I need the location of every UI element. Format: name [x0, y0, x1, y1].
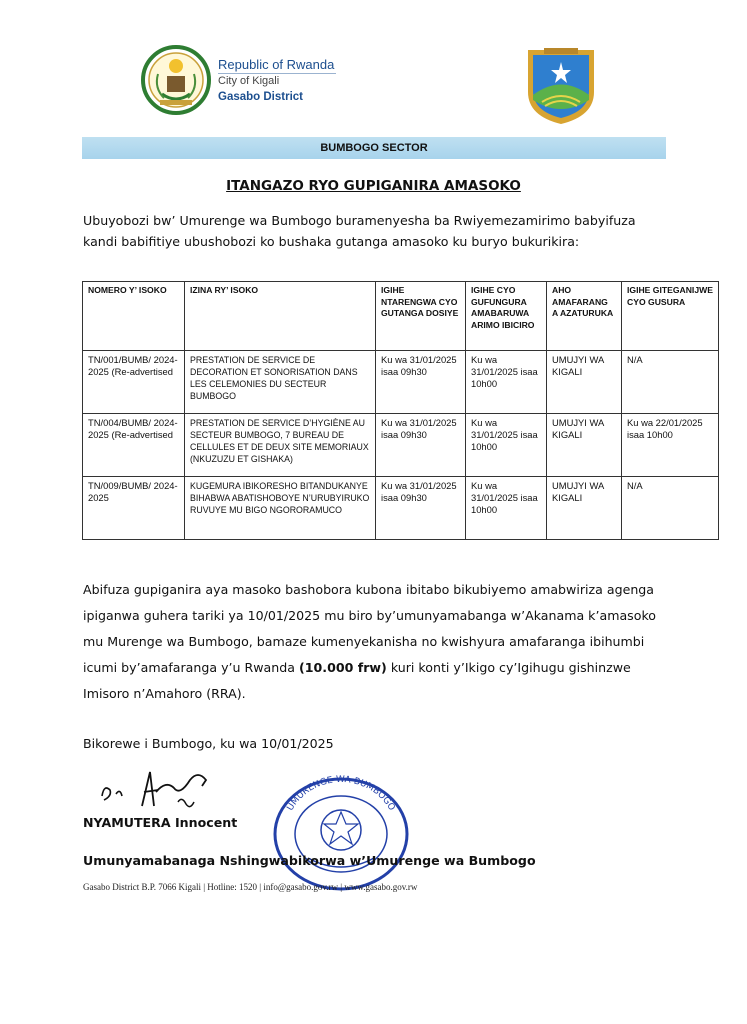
- tender-number: TN/009/BUMB/ 2024-2025: [83, 477, 185, 540]
- handwritten-signature: [94, 766, 224, 818]
- table-row: [83, 351, 719, 414]
- column-header: IGIHE CYO GUFUNGURA AMABARUWA ARIMO IBICIRO: [466, 282, 547, 351]
- tender-number: TN/004/BUMB/ 2024-2025 (Re-advertised: [83, 414, 185, 477]
- table-row: [83, 477, 719, 540]
- stamp-text: UMURENGE WA BUMBOGO: [285, 774, 397, 813]
- funding-source: UMUJYI WA KIGALI: [547, 477, 622, 540]
- intro-paragraph: Ubuyobozi bw’ Umurenge wa Bumbogo buramenyesha ba Rwiyemezamirimo babyifuza kandi babifitiye ubushobozi ko bushaka gutanga amasoko ku buryo bukurikira:: [83, 213, 636, 249]
- tender-name: PRESTATION DE SERVICE D’HYGIÈNE AU SECTEUR BUMBOGO, 7 BUREAU DE CELLULES ET DE DEUX SITE MEMORIAUX (NKUZUZU ET GISHAKA): [185, 414, 376, 477]
- fee-amount: (10.000 frw): [299, 660, 387, 675]
- district-name: Gasabo District: [218, 91, 303, 103]
- site-visit-time: N/A: [622, 351, 719, 414]
- tenders-table: [82, 281, 719, 540]
- sector-band: BUMBOGO SECTOR: [82, 137, 666, 159]
- rwanda-coat-of-arms-icon: [140, 44, 212, 116]
- column-header: IGIHE NTARENGWA CYO GUTANGA DOSIYE: [376, 282, 466, 351]
- column-header: IZINA RY’ ISOKO: [185, 282, 376, 351]
- column-header: NOMERO Y’ ISOKO: [83, 282, 185, 351]
- header-divider: [218, 73, 336, 74]
- tender-number: TN/001/BUMB/ 2024-2025 (Re-advertised: [83, 351, 185, 414]
- submission-deadline: Ku wa 31/01/2025 isaa 09h30: [376, 351, 466, 414]
- instructions-text: Abifuza gupiganira aya masoko bashobora kubona ibitabo bikubiyemo amabwiriza agenga ipiganwa guhera tariki ya 10/01/2025 mu biro by’umunyamabanga w’Akanama k’amasoko mu Murenge wa Bumbogo, bamaze kumenyekanisha no kwishyura amafaranga ibihumbi icumi by’amafaranga y’u Rwanda: [83, 582, 656, 675]
- table-header-row: [83, 282, 719, 351]
- instructions-paragraph: [83, 577, 663, 707]
- opening-time: Ku wa 31/01/2025 isaa 10h00: [466, 351, 547, 414]
- opening-time: Ku wa 31/01/2025 isaa 10h00: [466, 414, 547, 477]
- signer-role: Umunyamabanaga Nshingwabikorwa w’Umurenge wa Bumbogo: [83, 853, 536, 868]
- submission-deadline: Ku wa 31/01/2025 isaa 09h30: [376, 477, 466, 540]
- opening-time: Ku wa 31/01/2025 isaa 10h00: [466, 477, 547, 540]
- document-title: ITANGAZO RYO GUPIGANIRA AMASOKO: [226, 178, 521, 194]
- column-header: AHO AMAFARANG A AZATURUKA: [547, 282, 622, 351]
- funding-source: UMUJYI WA KIGALI: [547, 351, 622, 414]
- instructions-text-end: kuri konti y’Ikigo cy’Igihugu gishinzwe Imisoro n’Amahoro (RRA).: [83, 660, 631, 701]
- official-stamp: [268, 772, 414, 892]
- rwanda-header-text: [218, 57, 334, 105]
- city-name: City of Kigali: [218, 75, 280, 87]
- footer-contact: Gasabo District B.P. 7066 Kigali | Hotline: 1520 | info@gasabo.gov.rw | www.gasabo.gov.rw: [83, 882, 418, 892]
- country-name: Republic of Rwanda: [218, 57, 335, 72]
- city-of-kigali-emblem-icon: [518, 40, 604, 126]
- svg-text:UMURENGE WA BUMBOGO: [285, 775, 396, 813]
- site-visit-time: Ku wa 22/01/2025 isaa 10h00: [622, 414, 719, 477]
- tender-name: PRESTATION DE SERVICE DE DECORATION ET SONORISATION DANS LES CELEMONIES DU SECTEUR BUMBOGO: [185, 351, 376, 414]
- column-header: IGIHE GITEGANIJWE CYO GUSURA: [622, 282, 719, 351]
- place-and-date: Bikorewe i Bumbogo, ku wa 10/01/2025: [83, 736, 334, 751]
- submission-deadline: Ku wa 31/01/2025 isaa 09h30: [376, 414, 466, 477]
- funding-source: UMUJYI WA KIGALI: [547, 414, 622, 477]
- table-row: [83, 414, 719, 477]
- tender-name: KUGEMURA IBIKORESHO BITANDUKANYE BIHABWA ABATISHOBOYE N’URUBYIRUKO RUVUYE MU BIGO NGORORAMUCO: [185, 477, 376, 540]
- signer-name: NYAMUTERA Innocent: [83, 815, 238, 830]
- site-visit-time: N/A: [622, 477, 719, 540]
